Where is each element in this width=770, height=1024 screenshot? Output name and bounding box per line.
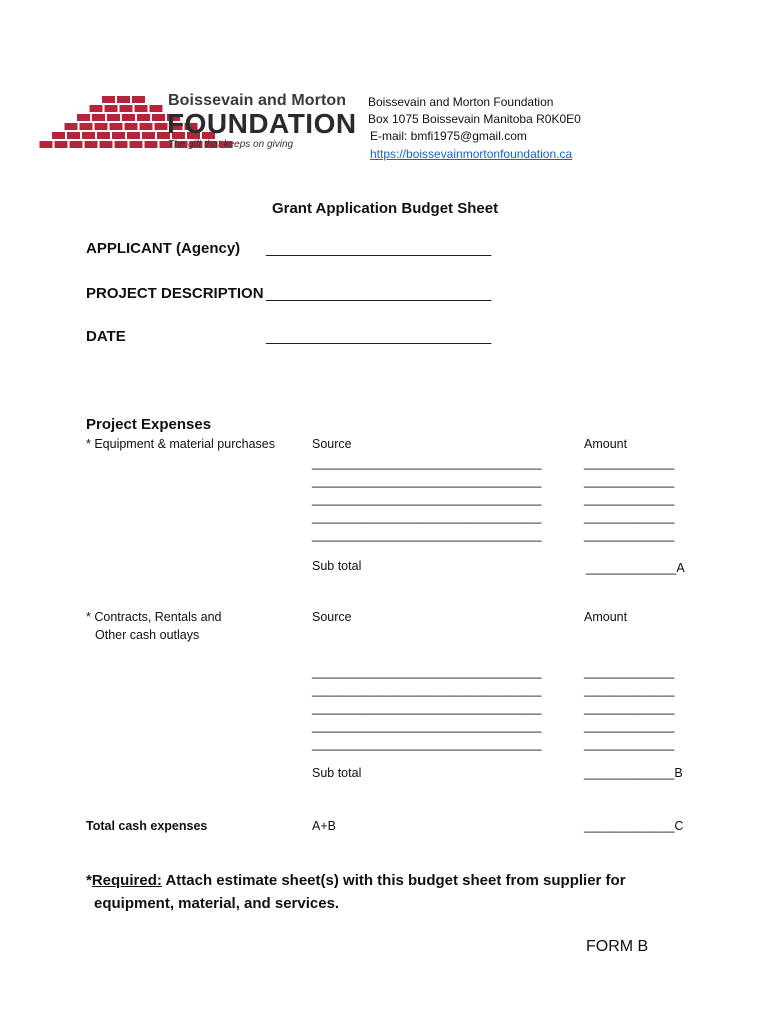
required-note-line2: equipment, material, and services. [94, 895, 340, 912]
address-box: Box 1075 Boissevain Manitoba R0K0E0 [368, 112, 581, 126]
project-description-field[interactable]: ___________________________ [266, 285, 492, 302]
project-expenses-heading: Project Expenses [86, 416, 212, 433]
logo-brick [127, 132, 140, 139]
equipment-amount-header: Amount [584, 437, 628, 451]
logo-brick [122, 114, 135, 121]
logo-name: Boissevain and Morton [168, 92, 347, 109]
date-label: DATE [86, 328, 126, 345]
logo-brick [120, 105, 133, 112]
contracts-source-line[interactable]: _________________________________ [312, 737, 542, 751]
equipment-source-line[interactable]: _________________________________ [312, 492, 542, 506]
logo-tagline: The gift that keeps on giving [168, 139, 294, 150]
equipment-source-line[interactable]: _________________________________ [312, 528, 542, 542]
contracts-source-line[interactable]: _________________________________ [312, 719, 542, 733]
logo-foundation: FOUNDATION [167, 108, 357, 139]
logo-brick [40, 141, 53, 148]
required-text: Attach estimate sheet(s) with this budget sheet from supplier for [161, 872, 626, 889]
equipment-amount-line[interactable]: _____________ [584, 492, 675, 506]
equipment-amount-line[interactable]: _____________ [584, 528, 675, 542]
logo-brick [137, 114, 150, 121]
required-prefix: * [86, 872, 92, 889]
form-label: FORM B [586, 938, 649, 955]
logo-brick [105, 105, 118, 112]
logo-brick [67, 132, 80, 139]
equipment-source-line[interactable]: _________________________________ [312, 456, 542, 470]
contracts-amount-line[interactable]: _____________ [584, 701, 675, 715]
contracts-source-line[interactable]: _________________________________ [312, 683, 542, 697]
required-keyword: Required: [91, 872, 162, 889]
total-field[interactable]: _____________C [584, 819, 684, 833]
logo-brick [110, 123, 123, 130]
contracts-amount-line[interactable]: _____________ [584, 683, 675, 697]
logo-brick [107, 114, 120, 121]
contracts-source-line[interactable]: _________________________________ [312, 701, 542, 715]
contracts-label-line2: Other cash outlays [95, 628, 200, 642]
equipment-amount-line[interactable]: _____________ [584, 456, 675, 470]
logo-brick [112, 132, 125, 139]
logo-brick [77, 114, 90, 121]
page-title: Grant Application Budget Sheet [271, 200, 499, 217]
logo-brick [135, 105, 148, 112]
logo-brick [92, 114, 105, 121]
contracts-subtotal-field[interactable]: _____________B [584, 766, 683, 780]
equipment-source-line[interactable]: _________________________________ [312, 510, 542, 524]
equipment-source-header: Source [312, 437, 352, 451]
equipment-amount-line[interactable]: _____________ [584, 474, 675, 488]
logo-brick [115, 141, 128, 148]
equipment-subtotal-field[interactable]: _____________A [586, 561, 685, 575]
logo-brick [90, 105, 103, 112]
address-email: E-mail: bmfi1975@gmail.com [370, 129, 527, 143]
date-field[interactable]: ___________________________ [266, 328, 492, 345]
logo-brick [85, 141, 98, 148]
contracts-amount-line[interactable]: _____________ [584, 737, 675, 751]
contracts-amount-line[interactable]: _____________ [584, 719, 675, 733]
logo-brick [102, 96, 115, 103]
logo-brick [52, 132, 65, 139]
website-link[interactable]: https://boissevainmortonfoundation.ca [370, 147, 573, 161]
logo-brick [130, 141, 143, 148]
contracts-label: * Contracts, Rentals and [86, 610, 222, 624]
logo-brick [125, 123, 138, 130]
contracts-subtotal-label: Sub total [312, 766, 362, 780]
logo-brick [132, 96, 145, 103]
total-cash-expenses-label: Total cash expenses [86, 819, 208, 833]
logo-brick [82, 132, 95, 139]
logo-brick [150, 105, 163, 112]
logo-brick [145, 141, 158, 148]
project-description-label: PROJECT DESCRIPTION [86, 285, 264, 302]
logo-brick [100, 141, 113, 148]
contracts-source-line[interactable]: _________________________________ [312, 665, 542, 679]
address-name: Boissevain and Morton Foundation [368, 95, 554, 109]
required-note [86, 872, 626, 889]
equipment-source-line[interactable]: _________________________________ [312, 474, 542, 488]
logo-brick [70, 141, 83, 148]
contracts-source-header: Source [312, 610, 352, 624]
logo-brick [142, 132, 155, 139]
logo-brick [65, 123, 78, 130]
equipment-amount-line[interactable]: _____________ [584, 510, 675, 524]
logo-brick [80, 123, 93, 130]
logo-brick [140, 123, 153, 130]
logo-brick [152, 114, 165, 121]
logo-brick [97, 132, 110, 139]
contracts-amount-line[interactable]: _____________ [584, 665, 675, 679]
applicant-field[interactable]: ___________________________ [266, 240, 492, 257]
logo-brick [155, 123, 168, 130]
logo-brick [117, 96, 130, 103]
contracts-amount-header: Amount [584, 610, 628, 624]
total-formula: A+B [312, 819, 336, 833]
logo-brick [55, 141, 68, 148]
logo-brick [95, 123, 108, 130]
equipment-subtotal-label: Sub total [312, 559, 362, 573]
equipment-label: * Equipment & material purchases [86, 437, 275, 451]
applicant-label: APPLICANT (Agency) [86, 240, 241, 257]
